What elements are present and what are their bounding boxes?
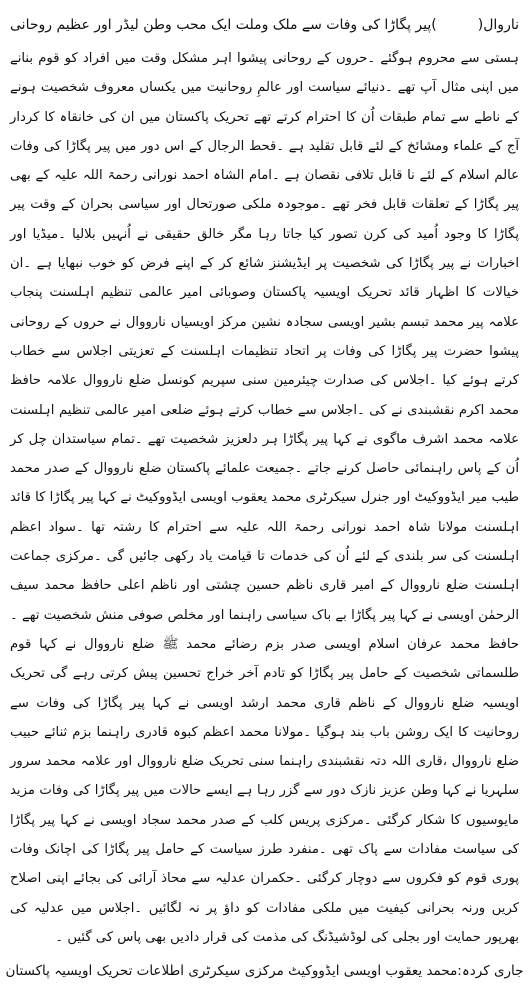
dateline: ناروال( xyxy=(477,17,519,33)
issued-by-footer: جاری کردہ:محمد یعقوب اویسی ایڈووکیٹ مرکزی سیکرٹری اطلاعات تحریک اویسیہ پاکستان xyxy=(5,963,524,979)
press-release-body xyxy=(10,44,519,952)
headline-text: )پیر پگاڑا کی وفات سے ملک وملت ایک محب وطن لیڈر اور عظیم روحانی xyxy=(10,17,437,33)
body-paragraph: ہستی سے محروم ہوگئے ۔حروں کے روحانی پیشوا اہر مشکل وقت میں افراد کو قوم بنانے میں اپنی مثال آپ تھے ۔دنیائے سیاست اور عالمِ روحانیت میں یکساں معروف شخصیت ہونے کے ناطے سے تمام طبقات اُن کا احترام کرتے تھے تحریک پاکستان میں ان کی خانقاہ کا کردار آج کے علماء ومشائخ کے لئے قابل تقلید ہے ۔قحط الرجال کے اس دور میں پیر پگاڑا کی وفات عالم اسلام کے لئے نا قابل تلافی نقصان ہے ۔امام الشاہ احمد نورانی رحمۃ اللہ علیہ کے بھی پیر پگاڑا کے تعلقات قابل فخر تھے ۔موجودہ ملکی صورتحال اور سیاسی بحران کے وقت پیر پگاڑا کا وجود اُمید کی کرن تصور کیا جاتا رہا مگر خالق حقیقی نے اُنہیں بلالیا ۔میڈیا اور اخبارات نے پیر پگاڑا کی شخصیت پر ایڈیشنز شائع کر کے اپنے فرض کو خوب نبھایا ہے ۔ان خیالات کا اظہار قائد تحریک اویسیہ پاکستان وصوبائی امیر عالمی تنظیم اہلسنت پنجاب علامہ پیر محمد تبسم بشیر اویسی سجادہ نشین مرکز اویسیاں نارووال نے حروں کے روحانی پیشوا حضرت پیر پگاڑا کی وفات پر اتحاد تنظیمات اہلسنت کے تعزیتی اجلاس سے خطاب کرتے ہوئے کیا ۔اجلاس کی صدارت چیئرمین سنی سپریم کونسل ضلع نارووال علامہ حافظ محمد اکرم نقشبندی نے کی ۔اجلاس سے خطاب کرتے ہوئے ضلعی امیر عالمی تنظیم اہلسنت علامہ محمد اشرف ماگوی نے کہا پیر پگاڑا ہر دلعزیز شخصیت تھے ۔تمام سیاستدان چل کر اُن کے پاس راہنمائی حاصل کرنے جاتے ۔جمیعت علمائے پاکستان ضلع نارووال کے صدر محمد طیب میر ایڈووکیٹ اور جنرل سیکرٹری محمد یعقوب اویسی ایڈووکیٹ نے کہا پیر پگاڑا کا قائد اہلسنت مولانا شاہ احمد نورانی رحمۃ اللہ علیہ سے احترام کا رشتہ تھا ۔سواد اعظم اہلسنت کی سر بلندی کے لئے اُن کی خدمات تا قیامت یاد رکھی جائیں گی ۔مرکزی جماعت اہلسنت ضلع نارووال کے امیر قاری ناظم حسین چشتی اور ناظم اعلی حافظ محمد سیف الرحمٰن اویسی نے کہا پیر پگاڑا بے باک سیاسی راہنما اور مخلص صوفی منش شخصیت تھے ۔حافظ محمد عرفان اسلام اویسی صدر بزم رضائے محمد ﷺ ضلع نارووال نے کہا قوم طلسماتی شخصیت کے حامل پیر پگاڑا کو تادم آخر خراج تحسین پیش کرتی رہے گی تحریک اویسیہ ضلع نارووال کے ناظم قاری محمد ارشد اویسی نے کہا پیر پگاڑا کی وفات سے روحانیت کا ایک روشن باب بند ہوگیا ۔مولانا محمد اعظم کبوہ قادری راہنما بزم ثنائے حبیب ضلع نارووال ،قاری اللہ دتہ نقشبندی راہنما سنی تحریک ضلع نارووال اور علامہ محمد سرور سلہریا نے کہا وطن عزیز نازک دور سے گزر رہا ہے ایسے حالات میں پیر پگاڑا کی وفات مزید مایوسیوں کا شکار کرگئی ۔مرکزی پریس کلب کے صدر محمد سجاد اویسی نے کہا پیر پگاڑا کی سیاست مفادات سے پاک تھی ۔منفرد طرز سیاست کے حامل پیر پگاڑا کی اچانک وفات پوری قوم کو فکروں سے دوچار کرگئی ۔حکمران عدلیہ سے محاذ آرائی کی بجائے اپنی اصلاح کریں ورنہ بحرانی کیفیت میں ملکی مفادات کو داؤ پر نہ لگائیں ۔اجلاس میں عدلیہ کی بھرپور حمایت اور بجلی کی لوڈشیڈنگ کی مذمت کی قرار دادیں بھی پاس کی گئیں ۔ xyxy=(10,51,519,945)
headline-line xyxy=(10,10,519,40)
